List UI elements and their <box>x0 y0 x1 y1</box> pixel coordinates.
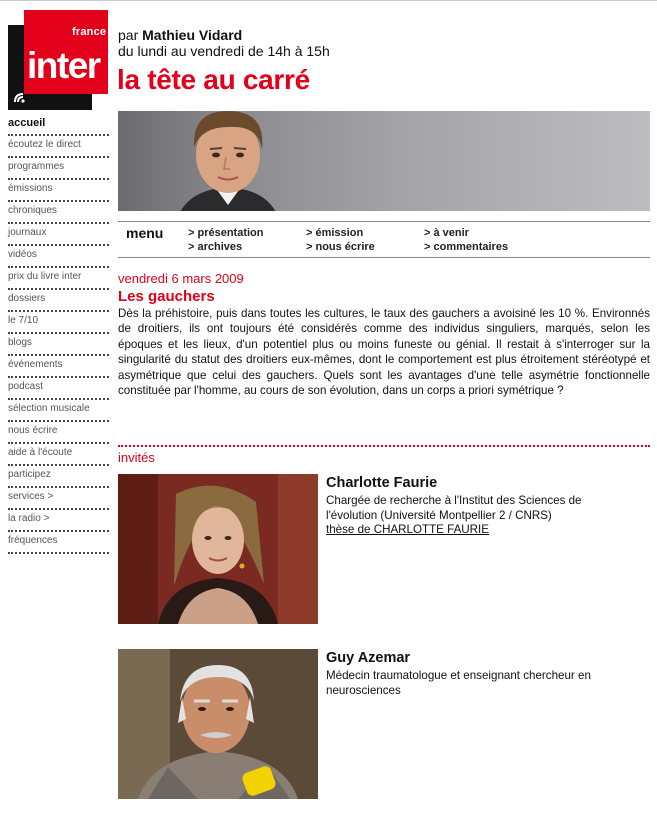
guest-photo-charlotte-faurie <box>118 474 318 624</box>
sidebar-item-dossiers[interactable]: dossiers <box>8 290 109 312</box>
menu-link-presentation[interactable]: > présentation <box>188 227 264 239</box>
guest-photo-image <box>118 474 318 624</box>
guest-role-charlotte-faurie: Chargée de recherche à l'Institut des Sciences de l'évolution (Université Montpellier 2 / CNRS) <box>326 494 582 523</box>
guest-name-charlotte-faurie: Charlotte Faurie <box>326 475 438 491</box>
menu-link-emission[interactable]: > émission <box>306 227 364 239</box>
logo-wave-icon <box>12 88 30 106</box>
section-divider <box>118 445 650 447</box>
sidebar-item-podcast[interactable]: podcast <box>8 378 109 400</box>
host-name: Mathieu Vidard <box>142 27 243 43</box>
sidebar-item-selection-musicale[interactable]: sélection musicale <box>8 400 109 422</box>
menu-link-archives[interactable]: > archives <box>188 241 243 253</box>
guest-name-guy-azemar: Guy Azemar <box>326 650 411 666</box>
sidebar-item-participez[interactable]: participez <box>8 466 109 488</box>
guest-photo-image <box>118 649 318 799</box>
sidebar-item-frequences[interactable]: fréquences <box>8 532 109 554</box>
sidebar-item-aide-a-l-ecoute[interactable]: aide à l'écoute <box>8 444 109 466</box>
show-title[interactable]: la tête au carré <box>117 64 310 95</box>
sidebar-item-services[interactable]: services > <box>8 488 109 510</box>
guest-link-thesis[interactable]: thèse de CHARLOTTE FAURIE <box>326 523 490 536</box>
sidebar-item-programmes[interactable]: programmes <box>8 158 109 180</box>
sidebar-item-chroniques[interactable]: chroniques <box>8 202 109 224</box>
byline-prefix: par <box>118 27 139 43</box>
sidebar-item-ecoutez-le-direct[interactable]: écoutez le direct <box>8 136 109 158</box>
sidebar-item-accueil[interactable]: accueil <box>8 114 109 136</box>
menu-link-commentaires[interactable]: > commentaires <box>424 241 509 253</box>
broadcast-schedule: du lundi au vendredi de 14h à 15h <box>118 43 330 59</box>
sidebar-nav <box>8 114 109 554</box>
episode-description: Dès la préhistoire, puis dans toutes les cultures, le taux des gauchers a avoisiné les 10 %. Environnés de droitiers, ils ont toujours été considérés comme des individus singuliers, marqués, selon les époques et les lieux, d'un potentiel plus ou moins funeste ou génial. Il restait à s'interroger sur la singularité du statut des droitiers eux-mêmes, dont le comportement est plus étroitement stéréotypé et asymétrique que celui des gauchers. Quels sont les avantages d'une telle asymétrie fonctionnelle constituée par l'homme, au cours de son évolution, dans un corps a priori symétrique ? <box>118 307 650 398</box>
sidebar-item-le-7-10[interactable]: le 7/10 <box>8 312 109 334</box>
host-portrait <box>168 111 288 211</box>
guest-role-guy-azemar: Médecin traumatologue et enseignant chercheur en neurosciences <box>326 669 591 698</box>
episode-title: Les gauchers <box>118 288 215 305</box>
logo-text-france: france <box>72 26 107 38</box>
menu-label: menu <box>126 225 164 241</box>
menu-link-a-venir[interactable]: > à venir <box>424 227 469 239</box>
episode-date: vendredi 6 mars 2009 <box>118 271 244 286</box>
sidebar-item-evenements[interactable]: événements <box>8 356 109 378</box>
sidebar-item-nous-ecrire[interactable]: nous écrire <box>8 422 109 444</box>
logo-text-inter: inter <box>27 45 100 86</box>
guests-heading: invités <box>118 450 155 465</box>
sidebar-item-la-radio[interactable]: la radio > <box>8 510 109 532</box>
byline <box>118 27 242 43</box>
sidebar-item-journaux[interactable]: journaux <box>8 224 109 246</box>
guest-photo-guy-azemar <box>118 649 318 799</box>
host-banner <box>118 111 650 211</box>
sidebar-item-prix-du-livre-inter[interactable]: prix du livre inter <box>8 268 109 290</box>
menu-link-nous-ecrire[interactable]: > nous écrire <box>306 241 375 253</box>
france-inter-logo[interactable] <box>8 10 108 110</box>
sidebar-item-blogs[interactable]: blogs <box>8 334 109 356</box>
show-menu <box>118 221 650 258</box>
sidebar-item-videos[interactable]: vidéos <box>8 246 109 268</box>
sidebar-item-emissions[interactable]: émissions <box>8 180 109 202</box>
top-border <box>0 0 657 1</box>
